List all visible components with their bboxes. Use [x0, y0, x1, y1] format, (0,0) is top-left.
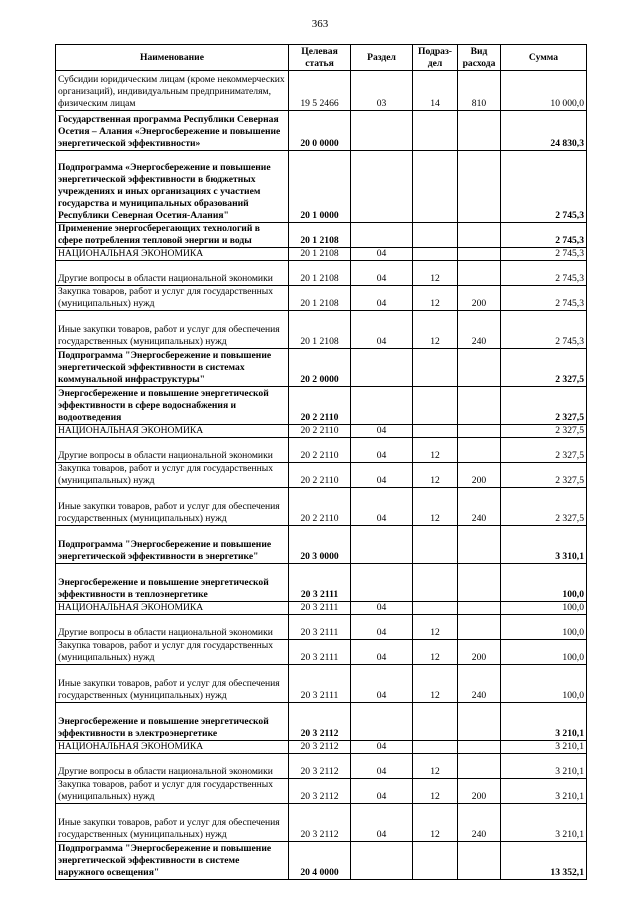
cell-subsection: 12: [413, 665, 458, 703]
cell-expense-type: 200: [458, 779, 501, 804]
cell-amount: 100,0: [501, 615, 587, 640]
cell-article: 20 1 2108: [289, 248, 351, 261]
cell-subsection: [413, 602, 458, 615]
cell-article: 19 5 2466: [289, 71, 351, 111]
cell-expense-type: [458, 387, 501, 425]
budget-table: [55, 44, 587, 880]
cell-subsection: [413, 151, 458, 223]
cell-section: 04: [351, 488, 413, 526]
cell-amount: 2 327,5: [501, 349, 587, 387]
cell-name: Энергосбережение и повышение энергетической эффективности в теплоэнергетике: [56, 564, 289, 602]
cell-amount: 100,0: [501, 640, 587, 665]
cell-section: 04: [351, 779, 413, 804]
cell-name: Закупка товаров, работ и услуг для государственных (муниципальных) нужд: [56, 286, 289, 311]
table-row: [56, 71, 587, 111]
table-row: [56, 438, 587, 463]
header-section: Раздел: [351, 45, 413, 71]
cell-section: [351, 526, 413, 564]
cell-amount: 2 745,3: [501, 286, 587, 311]
cell-article: 20 3 2111: [289, 564, 351, 602]
cell-section: 03: [351, 71, 413, 111]
cell-article: 20 1 2108: [289, 261, 351, 286]
table-row: [56, 615, 587, 640]
table-row: [56, 151, 587, 223]
cell-section: [351, 842, 413, 880]
cell-article: 20 3 0000: [289, 526, 351, 564]
cell-amount: 2 745,3: [501, 223, 587, 248]
table-row: [56, 804, 587, 842]
cell-expense-type: [458, 741, 501, 754]
cell-name: Государственная программа Республики Северная Осетия – Алания «Энергосбережение и повышение энергетической эффективности»: [56, 111, 289, 151]
cell-section: 04: [351, 286, 413, 311]
table-body: [56, 71, 587, 880]
cell-section: 04: [351, 615, 413, 640]
cell-article: 20 2 0000: [289, 349, 351, 387]
table-row: [56, 111, 587, 151]
cell-name: Субсидии юридическим лицам (кроме некоммерческих организаций), индивидуальным предпринимателям, физическим лицам: [56, 71, 289, 111]
cell-expense-type: [458, 349, 501, 387]
cell-article: 20 3 2111: [289, 615, 351, 640]
cell-expense-type: 240: [458, 311, 501, 349]
cell-amount: 2 327,5: [501, 425, 587, 438]
table-row: [56, 286, 587, 311]
cell-amount: 100,0: [501, 564, 587, 602]
cell-expense-type: [458, 223, 501, 248]
cell-name: НАЦИОНАЛЬНАЯ ЭКОНОМИКА: [56, 425, 289, 438]
header-article: Целевая статья: [289, 45, 351, 71]
cell-subsection: 12: [413, 488, 458, 526]
cell-section: 04: [351, 463, 413, 488]
cell-amount: 3 210,1: [501, 741, 587, 754]
cell-name: Закупка товаров, работ и услуг для государственных (муниципальных) нужд: [56, 779, 289, 804]
cell-expense-type: [458, 703, 501, 741]
header-subsection: Подраз-дел: [413, 45, 458, 71]
cell-section: [351, 151, 413, 223]
cell-expense-type: 240: [458, 665, 501, 703]
cell-expense-type: [458, 754, 501, 779]
cell-subsection: [413, 425, 458, 438]
cell-name: Закупка товаров, работ и услуг для государственных (муниципальных) нужд: [56, 463, 289, 488]
cell-section: 04: [351, 261, 413, 286]
cell-section: 04: [351, 804, 413, 842]
cell-article: 20 2 2110: [289, 425, 351, 438]
cell-section: 04: [351, 665, 413, 703]
cell-article: 20 1 2108: [289, 311, 351, 349]
cell-name: Иные закупки товаров, работ и услуг для обеспечения государственных (муниципальных) нужд: [56, 311, 289, 349]
cell-name: НАЦИОНАЛЬНАЯ ЭКОНОМИКА: [56, 602, 289, 615]
cell-section: 04: [351, 640, 413, 665]
cell-amount: 24 830,3: [501, 111, 587, 151]
cell-subsection: [413, 526, 458, 564]
cell-name: Подпрограмма "Энергосбережение и повышение энергетической эффективности в системах коммунальной инфраструктуры": [56, 349, 289, 387]
cell-subsection: [413, 111, 458, 151]
cell-name: Другие вопросы в области национальной экономики: [56, 615, 289, 640]
cell-article: 20 1 2108: [289, 286, 351, 311]
cell-section: [351, 703, 413, 741]
cell-article: 20 3 2111: [289, 640, 351, 665]
cell-section: 04: [351, 425, 413, 438]
cell-article: 20 3 2111: [289, 602, 351, 615]
cell-amount: 3 210,1: [501, 804, 587, 842]
cell-subsection: [413, 564, 458, 602]
cell-amount: 3 210,1: [501, 703, 587, 741]
cell-amount: 10 000,0: [501, 71, 587, 111]
table-row: [56, 425, 587, 438]
cell-name: Энергосбережение и повышение энергетической эффективности в электроэнергетике: [56, 703, 289, 741]
cell-expense-type: 200: [458, 286, 501, 311]
cell-article: 20 2 2110: [289, 438, 351, 463]
cell-subsection: 12: [413, 779, 458, 804]
cell-amount: 2 745,3: [501, 248, 587, 261]
cell-subsection: [413, 703, 458, 741]
header-expense-type: Вид расхода: [458, 45, 501, 71]
table-row: [56, 741, 587, 754]
table-row: [56, 564, 587, 602]
cell-section: [351, 387, 413, 425]
cell-name: Подпрограмма "Энергосбережение и повышение энергетической эффективности в системе наружного освещения": [56, 842, 289, 880]
cell-subsection: [413, 248, 458, 261]
cell-article: 20 2 2110: [289, 463, 351, 488]
cell-name: Подпрограмма "Энергосбережение и повышение энергетической эффективности в энергетике": [56, 526, 289, 564]
cell-subsection: 12: [413, 286, 458, 311]
cell-subsection: [413, 387, 458, 425]
cell-subsection: [413, 741, 458, 754]
cell-expense-type: [458, 615, 501, 640]
cell-article: 20 3 2111: [289, 665, 351, 703]
cell-expense-type: [458, 111, 501, 151]
cell-amount: 13 352,1: [501, 842, 587, 880]
table-row: [56, 842, 587, 880]
cell-section: 04: [351, 438, 413, 463]
table-row: [56, 640, 587, 665]
cell-amount: 2 327,5: [501, 488, 587, 526]
page-number: 363: [311, 18, 329, 30]
table-row: [56, 526, 587, 564]
table-row: [56, 754, 587, 779]
cell-amount: 2 745,3: [501, 151, 587, 223]
cell-expense-type: [458, 438, 501, 463]
cell-subsection: 14: [413, 71, 458, 111]
cell-section: [351, 564, 413, 602]
table-row: [56, 488, 587, 526]
cell-section: [351, 111, 413, 151]
cell-expense-type: [458, 842, 501, 880]
cell-name: Иные закупки товаров, работ и услуг для обеспечения государственных (муниципальных) нужд: [56, 804, 289, 842]
cell-section: 04: [351, 311, 413, 349]
cell-amount: 2 327,5: [501, 463, 587, 488]
cell-expense-type: 240: [458, 804, 501, 842]
cell-section: 04: [351, 741, 413, 754]
cell-section: 04: [351, 602, 413, 615]
cell-article: 20 2 2110: [289, 387, 351, 425]
cell-subsection: 12: [413, 640, 458, 665]
table-row: [56, 463, 587, 488]
cell-subsection: [413, 842, 458, 880]
cell-expense-type: [458, 425, 501, 438]
cell-name: НАЦИОНАЛЬНАЯ ЭКОНОМИКА: [56, 741, 289, 754]
cell-article: 20 4 0000: [289, 842, 351, 880]
header-amount: Сумма: [501, 45, 587, 71]
cell-expense-type: [458, 564, 501, 602]
cell-subsection: 12: [413, 754, 458, 779]
cell-section: 04: [351, 248, 413, 261]
cell-subsection: 12: [413, 438, 458, 463]
table-row: [56, 665, 587, 703]
cell-expense-type: 200: [458, 463, 501, 488]
cell-name: Иные закупки товаров, работ и услуг для обеспечения государственных (муниципальных) нужд: [56, 488, 289, 526]
cell-subsection: 12: [413, 311, 458, 349]
table-row: [56, 248, 587, 261]
cell-section: 04: [351, 754, 413, 779]
cell-amount: 3 210,1: [501, 779, 587, 804]
cell-article: 20 3 2112: [289, 754, 351, 779]
cell-amount: 2 745,3: [501, 311, 587, 349]
cell-amount: 2 327,5: [501, 438, 587, 463]
cell-amount: 2 327,5: [501, 387, 587, 425]
header-name: Наименование: [56, 45, 289, 71]
table-row: [56, 602, 587, 615]
cell-subsection: [413, 349, 458, 387]
cell-name: Подпрограмма «Энергосбережение и повышение энергетической эффективности в бюджетных учреждениях и иных организациях с участием государства и муниципальных образований Республики Северная Осетия-Алания": [56, 151, 289, 223]
cell-article: 20 1 2108: [289, 223, 351, 248]
table-row: [56, 261, 587, 286]
cell-expense-type: [458, 151, 501, 223]
cell-expense-type: 810: [458, 71, 501, 111]
cell-expense-type: [458, 248, 501, 261]
cell-name: Другие вопросы в области национальной экономики: [56, 754, 289, 779]
cell-subsection: 12: [413, 804, 458, 842]
cell-section: [351, 223, 413, 248]
table-header-row: [56, 45, 587, 71]
table-row: [56, 349, 587, 387]
cell-article: 20 1 0000: [289, 151, 351, 223]
cell-article: 20 3 2112: [289, 779, 351, 804]
cell-name: Закупка товаров, работ и услуг для государственных (муниципальных) нужд: [56, 640, 289, 665]
table-row: [56, 311, 587, 349]
cell-amount: 100,0: [501, 665, 587, 703]
cell-expense-type: 240: [458, 488, 501, 526]
cell-expense-type: [458, 261, 501, 286]
cell-expense-type: [458, 602, 501, 615]
cell-article: 20 0 0000: [289, 111, 351, 151]
cell-expense-type: [458, 526, 501, 564]
cell-article: 20 3 2112: [289, 804, 351, 842]
cell-name: Иные закупки товаров, работ и услуг для обеспечения государственных (муниципальных) нужд: [56, 665, 289, 703]
cell-name: Другие вопросы в области национальной экономики: [56, 261, 289, 286]
cell-article: 20 3 2112: [289, 741, 351, 754]
cell-article: 20 2 2110: [289, 488, 351, 526]
cell-expense-type: 200: [458, 640, 501, 665]
table-row: [56, 779, 587, 804]
table-row: [56, 387, 587, 425]
cell-name: Другие вопросы в области национальной экономики: [56, 438, 289, 463]
cell-name: Энергосбережение и повышение энергетической эффективности в сфере водоснабжения и водоотведения: [56, 387, 289, 425]
cell-subsection: [413, 223, 458, 248]
table-row: [56, 703, 587, 741]
cell-subsection: 12: [413, 463, 458, 488]
cell-subsection: 12: [413, 261, 458, 286]
cell-article: 20 3 2112: [289, 703, 351, 741]
cell-amount: 3 310,1: [501, 526, 587, 564]
cell-name: НАЦИОНАЛЬНАЯ ЭКОНОМИКА: [56, 248, 289, 261]
cell-name: Применение энергосберегающих технологий в сфере потребления тепловой энергии и воды: [56, 223, 289, 248]
table-row: [56, 223, 587, 248]
cell-amount: 3 210,1: [501, 754, 587, 779]
cell-amount: 2 745,3: [501, 261, 587, 286]
cell-amount: 100,0: [501, 602, 587, 615]
cell-subsection: 12: [413, 615, 458, 640]
cell-section: [351, 349, 413, 387]
